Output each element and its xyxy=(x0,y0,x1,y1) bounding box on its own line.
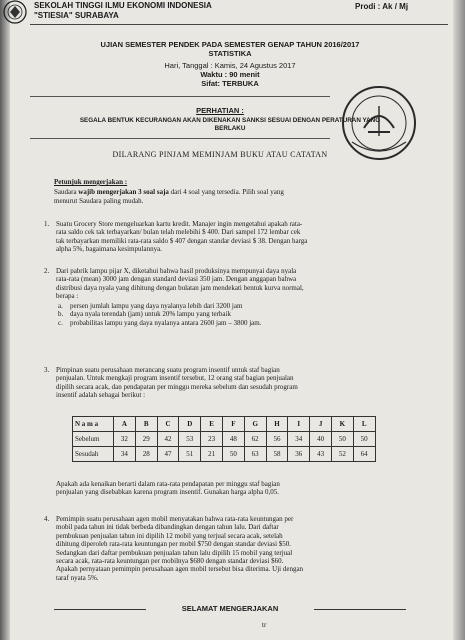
prohibition-notice: DILARANG PINJAM MEMINJAM BUKU ATAU CATATAN xyxy=(112,150,328,159)
table-cell: 56 xyxy=(266,432,288,447)
instructions-line-2: menurut Saudara paling mudah. xyxy=(54,197,144,205)
table-header-cell: K xyxy=(331,417,353,432)
question-3-text xyxy=(56,366,298,400)
table-header-cell: B xyxy=(135,417,157,432)
table-header-cell: J xyxy=(310,417,332,432)
question-1-text xyxy=(56,220,307,254)
school-header xyxy=(34,1,212,21)
table-header-row xyxy=(73,417,376,432)
income-table xyxy=(72,416,376,462)
table-cell: 23 xyxy=(201,432,223,447)
instructions-title: Petunjuk mengerjakan : xyxy=(54,178,128,186)
table-cell: 36 xyxy=(288,447,310,462)
school-logo-icon xyxy=(2,0,28,26)
table-cell: 21 xyxy=(201,447,223,462)
table-header-cell: I xyxy=(288,417,310,432)
exam-nature: Sifat: TERBUKA xyxy=(201,79,259,88)
table-row xyxy=(73,447,376,462)
table-header-cell: C xyxy=(157,417,179,432)
row-label: Sesudah xyxy=(73,447,114,462)
table-cell: 50 xyxy=(222,447,244,462)
question-4-line: pembukuan penjualan tahun ini dipilih 12 mobil yang terjual secara acak, setelah xyxy=(56,531,283,540)
header-separator xyxy=(30,96,330,97)
row-label: Sebelum xyxy=(73,432,114,447)
exam-date: Hari, Tanggal : Kamis, 24 Agustus 2017 xyxy=(164,61,296,70)
question-2-line: berapa : xyxy=(56,292,79,301)
table-header-cell: E xyxy=(201,417,223,432)
warning-line-1: SEGALA BENTUK KECURANGAN AKAN DIKENAKAN SANKSI SESUAI DENGAN PERATURAN YANG xyxy=(79,117,381,124)
table-row xyxy=(73,432,376,447)
table-cell: 32 xyxy=(114,432,136,447)
question-4-line: Pemimpin suatu perusahaan agen mobil menyatakan bahwa rata-rata keuntungan per xyxy=(56,515,294,523)
question-3-line: penjualan yang disebabkan karena program insentif. Gunakan harga alpha 0,05. xyxy=(56,488,280,497)
question-2-line: Dari pabrik lampu pijar X, diketahui bahwa hasil produksinya mempunyai daya nyala xyxy=(56,267,297,275)
question-1-line: rata saldo cek tak terbayarkan/ bulan telah melebihi $ 400. Dari sampel 172 lembar cek xyxy=(56,228,301,237)
instructions-text-c: dari 4 soal yang tersedia. Pilih soal yang xyxy=(168,188,284,196)
table-cell: 63 xyxy=(244,447,266,462)
table-cell: 47 xyxy=(157,447,179,462)
question-1-line: Suatu Grocery Store mengeluarkan kartu kredit. Manajer ingin mengetahui apakah rata- xyxy=(56,220,303,228)
table-cell: 29 xyxy=(135,432,157,447)
question-1-line: tak terbayarkan memiliki rata-rata saldo $ 407 dengan standar deviasi $ 38. Dengan harga xyxy=(56,236,308,245)
table-cell: 52 xyxy=(331,447,353,462)
prodi-label: Prodi : Ak / Mj xyxy=(355,2,409,11)
item-label: a. xyxy=(58,302,63,310)
question-2-line: distribusi daya nyala yang dihitung dengan bulatan jam mendekati bentuk kurva normal, xyxy=(56,283,304,292)
header-rule xyxy=(30,24,448,25)
table-cell: 28 xyxy=(135,447,157,462)
list-item xyxy=(58,319,261,327)
table-cell: 43 xyxy=(310,447,332,462)
question-4-number: 4. xyxy=(44,515,50,523)
item-text: probabilitas lampu yang daya nyalanya antara 2600 jam – 3800 jam. xyxy=(70,318,262,327)
question-3-line: penjualan. Untuk mengkaji program insentif tersebut, 12 orang staf bagian penjualan xyxy=(56,374,294,383)
item-label: c. xyxy=(58,318,63,327)
footer-line-right xyxy=(314,609,406,610)
item-text: persen jumlah lampu yang daya nyalanya lebih dari 3200 jam xyxy=(70,302,243,310)
question-4-line: Sedangkan dari daftar pembukuan penjualan tahun lalu dipilih 15 mobil yang terjual xyxy=(56,548,293,557)
instructions-line-1 xyxy=(54,188,284,196)
question-3-line: Pimpinan suatu perusahaan merancang suatu program insentif untuk staf bagian xyxy=(56,366,280,374)
question-4-text xyxy=(56,515,303,582)
item-text: daya nyala terendah (jam) untuk 20% lampu yang terbaik xyxy=(70,310,231,319)
question-3-line: insentif adalah sebagai berikut : xyxy=(56,391,146,400)
question-3-number: 3. xyxy=(44,366,50,374)
warning-title: PERHATIAN : xyxy=(196,106,244,115)
question-1-line: alpha 5%, bagaimana kesimpulannya. xyxy=(56,245,162,254)
table-header-cell: H xyxy=(266,417,288,432)
table-cell: 42 xyxy=(157,432,179,447)
question-4-line: dihitung diperoleh rata-rata keuntungan per mobil $750 dengan standar deviasi $50. xyxy=(56,540,292,549)
table-cell: 62 xyxy=(244,432,266,447)
table-cell: 53 xyxy=(179,432,201,447)
question-3-followup xyxy=(56,480,280,497)
question-3-line: dipilih secara acak, dan pendapatan per minggu mereka sebelum dan sesudah program xyxy=(56,382,298,391)
question-3-line: Apakah ada kenaikan berarti dalam rata-rata pendapatan per minggu staf bagian xyxy=(56,480,280,488)
question-1-number: 1. xyxy=(44,220,50,228)
footer-text: SELAMAT MENGERJAKAN xyxy=(181,604,279,613)
question-4-line: secara acak, rata-rata keuntungan per mobilnya $680 dengan standar deviasi $60. xyxy=(56,557,284,566)
school-short-name: "STIESIA" SURABAYA xyxy=(34,11,119,20)
question-2-text xyxy=(56,267,304,301)
table-header-cell: D xyxy=(179,417,201,432)
table-cell: 34 xyxy=(288,432,310,447)
instructions-emphasis: wajib mengerjakan 3 soal saja xyxy=(78,188,169,196)
school-name: SEKOLAH TINGGI ILMU EKONOMI INDONESIA xyxy=(34,1,212,10)
table-cell: 48 xyxy=(222,432,244,447)
table-cell: 58 xyxy=(266,447,288,462)
subject-title: STATISTIKA xyxy=(208,49,252,58)
warning-separator xyxy=(30,138,330,139)
page-shadow-right xyxy=(453,0,465,640)
table-cell: 34 xyxy=(114,447,136,462)
table-cell: 50 xyxy=(353,432,375,447)
instructions-text-a: Saudara xyxy=(54,188,79,196)
question-4-line: mobil pada tahun ini tidak berbeda dibandingkan dengan tahun lalu. Dari daftar xyxy=(56,523,279,532)
question-2-number: 2. xyxy=(44,267,50,275)
table-cell: 51 xyxy=(179,447,201,462)
exam-title: UJIAN SEMESTER PENDEK PADA SEMESTER GENAP TAHUN 2016/2017 xyxy=(100,40,360,49)
table-cell: 40 xyxy=(310,432,332,447)
list-item xyxy=(58,310,261,318)
list-item xyxy=(58,302,261,310)
table-header-cell: L xyxy=(353,417,375,432)
footer-mark: tr xyxy=(262,621,267,629)
question-4-line: taraf nyata 5%. xyxy=(56,573,99,582)
table-cell: 64 xyxy=(353,447,375,462)
warning-line-2: BERLAKU xyxy=(214,125,246,132)
question-2-items xyxy=(58,302,261,327)
question-4-line: Apakah pernyataan pemimpin perusahaan agen mobil tersebut bisa diterima. Uji dengan xyxy=(56,565,304,574)
table-cell: 50 xyxy=(331,432,353,447)
table-header-label: N a m a xyxy=(73,417,114,432)
table-header-cell: F xyxy=(222,417,244,432)
table-header-cell: A xyxy=(114,417,136,432)
question-2-line: rata-rata (mean) 3000 jam dengan standard deviasi 350 jam. Dengan anggapan bahwa xyxy=(56,275,297,284)
page-shadow-left xyxy=(0,0,10,640)
table-header-cell: G xyxy=(244,417,266,432)
item-label: b. xyxy=(58,310,64,319)
exam-duration: Waktu : 90 menit xyxy=(200,70,260,79)
